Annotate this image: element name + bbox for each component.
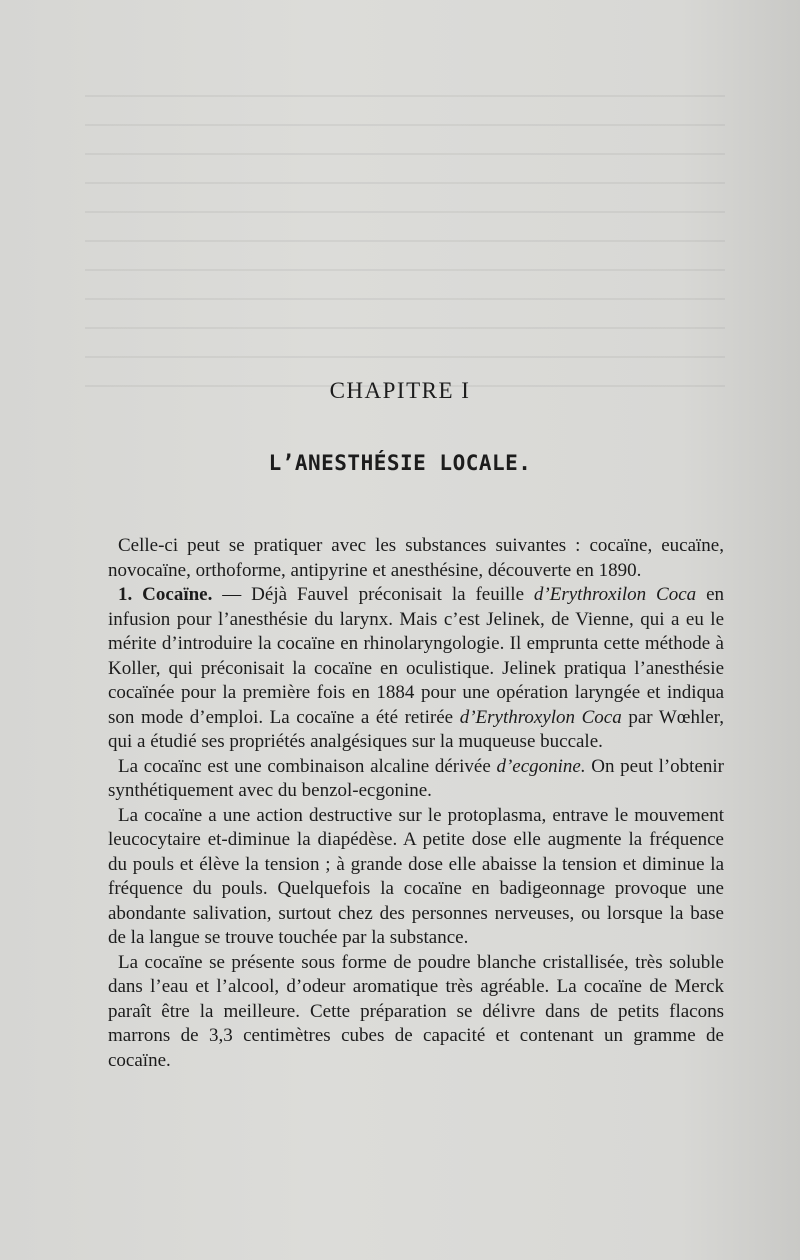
paragraph-composition: [108, 755, 724, 804]
text-run: — Déjà Fauvel préconisait la feuille: [212, 584, 534, 605]
body-text: [108, 534, 724, 1073]
show-through-text: [85, 95, 725, 395]
italic-term: d’Erythroxylon Coca: [459, 706, 622, 728]
paragraph-cocaine: [108, 583, 724, 755]
paragraph-action: La cocaïne a une action destructive sur le protoplasma, entrave le mouvement leucocytaire et-diminue la diapédèse. A petite dose elle augmente la fréquence du pouls et élève la tension ; à grande dose elle abaisse la tension et diminue la fréquence du pouls. Quelquefois la cocaïne en badigeonnage provoque une abondante salivation, surtout chez des personnes nerveuses, ou lorsque la base de la langue se trouve touchée par la substance.: [108, 804, 724, 948]
paragraph-intro: Celle-ci peut se pratiquer avec les substances suivantes : cocaïne, eucaïne, novocaïne, orthoforme, antipyrine et anesthésine, découverte en 1890.: [108, 535, 724, 581]
text-run: On peut l’obtenir synthétiquement avec du benzol-ecgonine.: [108, 755, 724, 801]
italic-term: d’ecgonine.: [496, 755, 586, 777]
paragraph-lead: 1. Cocaïne.: [118, 584, 213, 605]
chapter-heading: CHAPITRE I: [329, 378, 471, 403]
paragraph-form: La cocaïne se présente sous forme de poudre blanche cristallisée, très soluble dans l’eau et l’alcool, d’odeur aromatique très agréable. La cocaïne de Merck paraît être la meilleure. Cette préparation se délivre dans de petits flacons marrons de 3,3 centimètres cubes de capacité et contenant un gramme de cocaïne.: [108, 951, 724, 1071]
italic-term: d’Erythroxilon Coca: [533, 584, 697, 605]
section-title: L’ANESTHÉSIE LOCALE.: [268, 451, 532, 475]
text-run: en infusion pour l’anesthésie du larynx. Mais c’est Jelinek, de Vienne, qui a eu le mérite d’introduire la cocaïne en rhinolaryngologie. Il emprunta cette méthode à Koller, qui préconisait la cocaïne en oculistique. Jelinek pratiqua l’anesthésie cocaïnée pour la première fois en 1884 pour une opération laryngée et indiqua son mode d’emploi. La cocaïne a été retirée: [108, 584, 725, 728]
text-run: La cocaïnc est une combinaison alcaline dérivée: [118, 755, 497, 777]
text-run: par Wœhler, qui a étudié ses propriétés analgésiques sur la muqueuse buccale.: [108, 706, 724, 752]
